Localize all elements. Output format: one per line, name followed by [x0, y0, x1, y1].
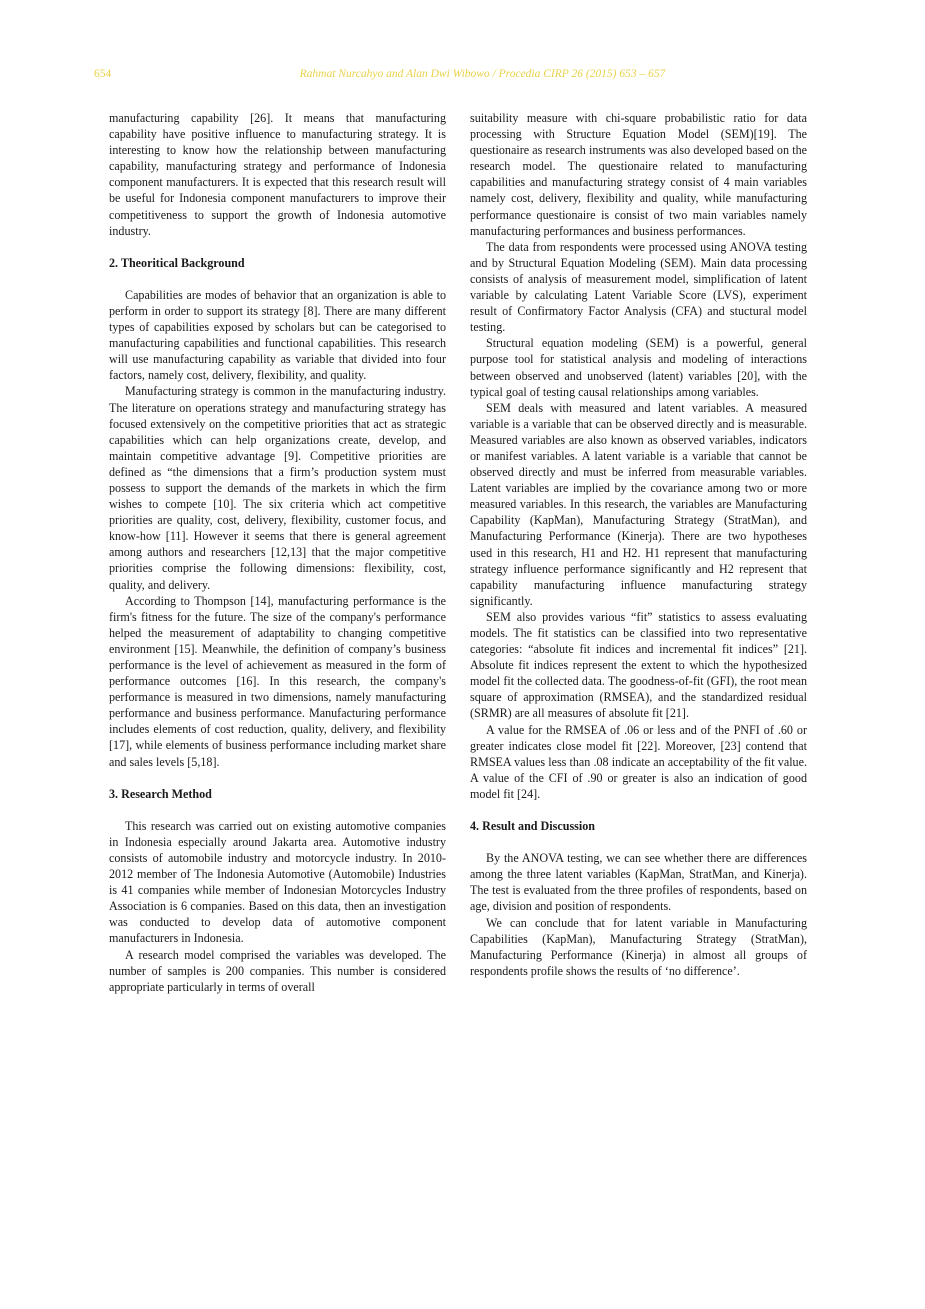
- right-column: [470, 110, 807, 979]
- section-heading: 2. Theoritical Background: [109, 255, 245, 270]
- paragraph: SEM deals with measured and latent variables. A measured variable is a variable that can be observed directly and is measurable. Measured variables are also known as observed variables, indicators or manifest variables. A latent variable is a variable that cannot be observed directly and must be inferred from measurable variables. Latent variables are implied by the covariance among two or more measured variables. In this research, the variables are Manufacturing Capability (KapMan), Manufacturing Strategy (StratMan), and Manufacturing Performance (Kinerja). There are two hypotheses used in this research, H1 and H2. H1 represent that manufacturing strategy influence performance significantly and H2 represent that capability manufacturing influence manufacturing strategy significantly.: [470, 400, 807, 608]
- paragraph: Capabilities are modes of behavior that an organization is able to perform in order to support its strategy [8]. There are many different types of capabilities exposed by scholars but can be categorised to manufacturing capabilities and functional capabilities. This research will use manufacturing capability as variable that divided into four factors, namely cost, delivery, flexibility, and quality.: [109, 287, 446, 383]
- page-number: 654: [94, 68, 112, 80]
- paragraph: Structural equation modeling (SEM) is a powerful, general purpose tool for statistical analysis and modeling of interactions between observed and unobserved (latent) variables [20], with the typical goal of testing causal relationships among variables.: [470, 336, 807, 399]
- paragraph: According to Thompson [14], manufacturing performance is the firm's fitness for the future. The size of the company's performance helped the measurement of adaptability to changing competitive environment [15]. Meanwhile, the definition of company’s business performance is the level of achievement as measured in the form of performance outcomes [16]. In this research, the company's performance is measured in two dimensions, namely manufacturing performance and business performance. Manufacturing performance includes elements of cost reduction, quality, delivery, and flexibility [17], while elements of business performance including market share and sales levels [5,18].: [109, 593, 446, 769]
- paragraph: manufacturing capability [26]. It means that manufacturing capability have positive influence to manufacturing strategy. It is interesting to know how the relationship between manufacturing capability, manufacturing strategy and performance of Indonesia component manufacturers. It is expected that this research result will be useful for Indonesia component manufacturers to improve their competitiveness to support the growth of Indonesia automotive industry.: [109, 111, 446, 238]
- left-column: [109, 110, 446, 995]
- journal-citation: Rahmat Nurcahyo and Alan Dwi Wibowo / Procedia CIRP 26 (2015) 653 – 657: [299, 68, 666, 80]
- running-header: [0, 68, 925, 88]
- paragraph: SEM also provides various “fit” statistics to assess evaluating models. The fit statistics can be classified into two representative categories: “absolute fit indices and incremental fit indices” [21]. Absolute fit indices represent the extent to which the hypothesized model fit the collected data. The goodness-of-fit (GFI), the root mean square of approximation (RMSEA), and the standardized residual (SRMR) are all measures of absolute fit [21].: [470, 609, 807, 721]
- section-heading: 4. Result and Discussion: [470, 819, 596, 834]
- paragraph: The data from respondents were processed using ANOVA testing and by Structural Equation Modeling (SEM). Main data processing consists of analysis of measurement model, simplification of latent variable by calculating Latent Variable Score (LVS), experiment result of Confirmatory Factor Analysis (CFA) and stuctural model testing.: [470, 239, 807, 335]
- paragraph: This research was carried out on existing automotive companies in Indonesia especially around Jakarta area. Automotive industry consists of automobile industry and motorcycle industry. In 2010-2012 member of The Indonesia Automotive (Automobile) Industries is 41 companies while member of Indonesian Motorcycles Industry Association is 6 companies. Based on this data, then an investigation was conducted to develop data of automotive component manufacturers in Indonesia.: [109, 818, 446, 946]
- section-heading: 3. Research Method: [109, 786, 212, 801]
- paragraph: We can conclude that for latent variable in Manufacturing Capabilities (KapMan), Manufacturing Strategy (StratMan), Manufacturing Performance (Kinerja) in almost all groups of respondents profile shows the results of ‘no difference’.: [470, 915, 807, 978]
- paragraph: Manufacturing strategy is common in the manufacturing industry. The literature on operations strategy and manufacturing strategy has focused extensively on the competitive priorities that act as strategic capabilities which can help organizations create, develop, and maintain competitive advantage [9]. Competitive priorities are defined as “the dimensions that a firm’s production system must possess to support the demands of the markets in which the firm wishes to compete [10]. The six criteria which act competitive priorities are quality, cost, delivery, flexibility, customer focus, and know-how [11]. However it seems that there is general agreement among authors and researchers [12,13] that the major competitive priorities comprise the following dimensions: flexibility, cost, quality, and delivery.: [109, 384, 446, 592]
- paragraph: suitability measure with chi-square probabilistic ratio for data processing with Structure Equation Model (SEM)[19]. The questionaire as research instruments was also developed based on the research model. The questionaire related to manufacturing capabilities and manufacturing strategy consist of 4 main variables namely cost, delivery, flexibility and quality, while manufacturing performance questionaire is consist of two main variables namely manufacturing performances and business performances.: [470, 111, 807, 238]
- paragraph: A value for the RMSEA of .06 or less and of the PNFI of .60 or greater indicates close model fit [22]. Moreover, [23] contend that RMSEA values less than .08 indicate an acceptability of the fit value. A value of the CFI of .90 or greater is also an indication of good model fit [24].: [470, 722, 807, 801]
- paragraph: By the ANOVA testing, we can see whether there are differences among the three latent variables (KapMan, StratMan, and Kinerja). The test is evaluated from the three profiles of respondents, based on age, division and position of respondents.: [470, 851, 807, 914]
- paragraph: A research model comprised the variables was developed. The number of samples is 200 companies. This number is considered appropriate particularly in terms of overall: [109, 947, 446, 994]
